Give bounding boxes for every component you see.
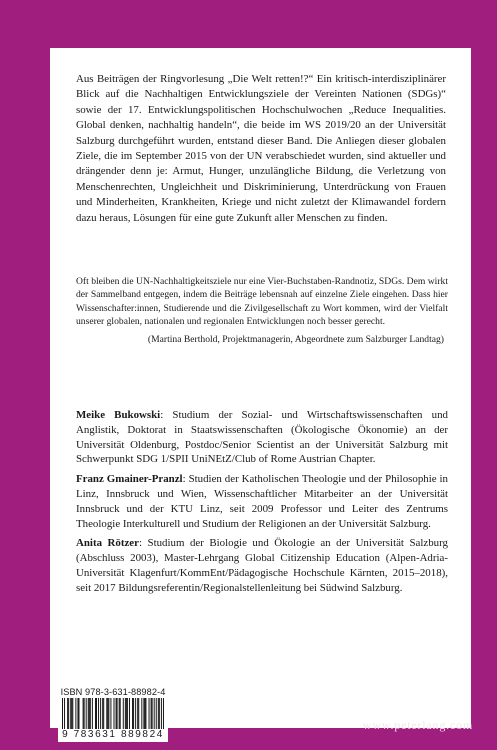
barcode-bar bbox=[135, 698, 136, 729]
barcode-bar bbox=[151, 698, 152, 729]
bio-entry-bukowski bbox=[76, 408, 448, 467]
quote-attribution: (Martina Berthold, Projektmanagerin, Abgeordnete zum Salzburger Landtag) bbox=[147, 333, 444, 345]
endorsement-quote bbox=[76, 275, 448, 346]
barcode-bar bbox=[110, 698, 111, 729]
barcode-bar bbox=[89, 698, 90, 729]
barcode-bar bbox=[129, 698, 130, 729]
book-blurb: Aus Beiträgen der Ringvorlesung „Die Welt retten!?“ Ein kritisch-interdisziplinärer Blick auf die Nachhaltigen Entwicklungsziele der Vereinten Nationen (SDGs)“ sowie der 17. Entwicklungspolitischen Hochschulwochen „Reduce Inequalities. Global denken, nachhaltig handeln“, die beide im WS 2019/20 an der Universität Salzburg durchgeführt wurden, entstand dieser Band. Die Anliegen dieser globalen Ziele, die im September 2015 von der UN verabschiedet wurden, sind aktueller und drängender denn je: Armut, Hunger, unzulängliche Bildung, die Verletzung von Menschenrechten, Ungleichheit und Diskriminierung, Unterdrückung von Frauen und Minderheiten, Krankheiten, Kriege und nicht zuletzt der Klimawandel fordern dazu heraus, Lösungen für eine gute Zukunft aller Menschen zu finden. bbox=[76, 73, 446, 224]
barcode-bar bbox=[145, 698, 146, 729]
barcode-bar bbox=[156, 698, 157, 729]
barcode-bar bbox=[108, 698, 109, 729]
publisher-website: www.peterlang.com bbox=[362, 718, 473, 732]
barcode-bar bbox=[127, 698, 128, 729]
barcode-bar bbox=[138, 698, 139, 729]
barcode-bar bbox=[123, 698, 124, 729]
barcode-bar bbox=[72, 698, 73, 729]
barcode-bar bbox=[67, 698, 68, 729]
barcode-bar bbox=[114, 698, 115, 729]
barcode-bar bbox=[62, 698, 63, 729]
barcode-bar bbox=[154, 698, 155, 729]
barcode-bar bbox=[83, 698, 84, 729]
barcode-bar bbox=[161, 698, 162, 729]
barcode-bar bbox=[144, 698, 145, 729]
barcode-bar bbox=[117, 698, 118, 729]
bio-text: : Studium der Biologie und Ökologie an der Universität Salzburg (Abschluss 2003), Master-Lehrgang Global Citizenship Education (Alpen-Adria-Universität Klagenfurt/KommEnt/Pädagogische Hochschule Kärnten, 2015–2018), seit 2017 Bildungsreferentin/Regionalstellenleitung bei Südwind Salzburg. bbox=[76, 537, 448, 594]
barcode-bar bbox=[100, 698, 101, 729]
barcode-bar bbox=[90, 698, 91, 729]
barcode-bar bbox=[137, 698, 138, 729]
barcode-bar bbox=[64, 698, 65, 729]
barcode-bar bbox=[159, 698, 160, 729]
barcode-bar bbox=[95, 698, 96, 729]
barcode-bar bbox=[86, 698, 87, 729]
barcode-bar bbox=[143, 698, 144, 729]
bio-entry-roetzer bbox=[76, 536, 448, 595]
barcode-bars bbox=[62, 698, 164, 729]
barcode-bar bbox=[71, 698, 72, 729]
barcode-bar bbox=[84, 698, 85, 729]
barcode-bar bbox=[116, 698, 117, 729]
barcode-bar bbox=[102, 698, 103, 729]
barcode-bar bbox=[125, 698, 126, 729]
bio-name: Meike Bukowski bbox=[76, 409, 161, 421]
barcode-bar bbox=[158, 698, 159, 729]
barcode-bar bbox=[68, 698, 69, 729]
barcode-bar bbox=[92, 698, 93, 729]
barcode-bar bbox=[96, 698, 97, 729]
barcode-bar bbox=[88, 698, 89, 729]
isbn-label: ISBN 978-3-631-88982-4 bbox=[60, 687, 166, 697]
barcode-bar bbox=[163, 698, 164, 729]
barcode-bar bbox=[132, 698, 133, 729]
quote-text: Oft bleiben die UN-Nachhaltigkeitsziele nur eine Vier-Buchstaben-Randnotiz, SDGs. Dem wirkt der Sammelband entgegen, indem die Beiträge lebensnah auf einzelne Ziele eingehen. Dass hier Wissenschafter:innen, Studierende und die Zivilgesellschaft zu Wort kommen, wird der Vielfalt unserer globalen, nationalen und regionalen Entwicklungen noch besser gerecht. bbox=[76, 276, 448, 328]
editor-bios bbox=[76, 408, 448, 601]
bio-name: Anita Rötzer bbox=[76, 537, 139, 550]
barcode-bar bbox=[78, 698, 79, 729]
back-cover-text-panel bbox=[50, 48, 471, 728]
bio-name: Franz Gmainer-Pranzl bbox=[76, 473, 183, 486]
barcode-digits: 9 783631 889824 bbox=[62, 729, 164, 740]
bio-text: : Studien der Katholischen Theologie und der Philosophie in Linz, Innsbruck und Wien, Wissenschaftlicher Mitarbeiter an der Universität Innsbruck und der KTU Linz, seit 2009 Professor und Leiter des Zentrums Theologie Interkulturell und Studium der Religionen an der Universität Salzburg. bbox=[76, 473, 448, 530]
barcode-bar bbox=[120, 698, 121, 729]
barcode-bar bbox=[103, 698, 104, 729]
bio-text: : Studium der Sozial- und Wirtschaftswissenschaften und Anglistik, Doktorat in Staatswissenschaften (Ökologische Ökonomie) an der Universität Oldenburg, Postdoc/Senior Scientist an der Universität Salzburg mit Schwerpunkt SDG 1/SPII UniNEtZ/Club of Rome Austrian Chapter. bbox=[76, 409, 448, 466]
barcode-bar bbox=[126, 698, 127, 729]
barcode-bar bbox=[106, 698, 107, 729]
barcode-bar bbox=[75, 698, 76, 729]
barcode-bar bbox=[70, 698, 71, 729]
barcode-bar bbox=[141, 698, 142, 729]
barcode-bar bbox=[98, 698, 99, 729]
barcode-bar bbox=[149, 698, 150, 729]
bio-entry-gmainer-pranzl bbox=[76, 472, 448, 531]
barcode-bar bbox=[152, 698, 153, 729]
barcode-bar bbox=[107, 698, 108, 729]
barcode-bar bbox=[133, 698, 134, 729]
isbn-barcode bbox=[58, 686, 168, 742]
barcode-bar bbox=[119, 698, 120, 729]
barcode-bar bbox=[77, 698, 78, 729]
